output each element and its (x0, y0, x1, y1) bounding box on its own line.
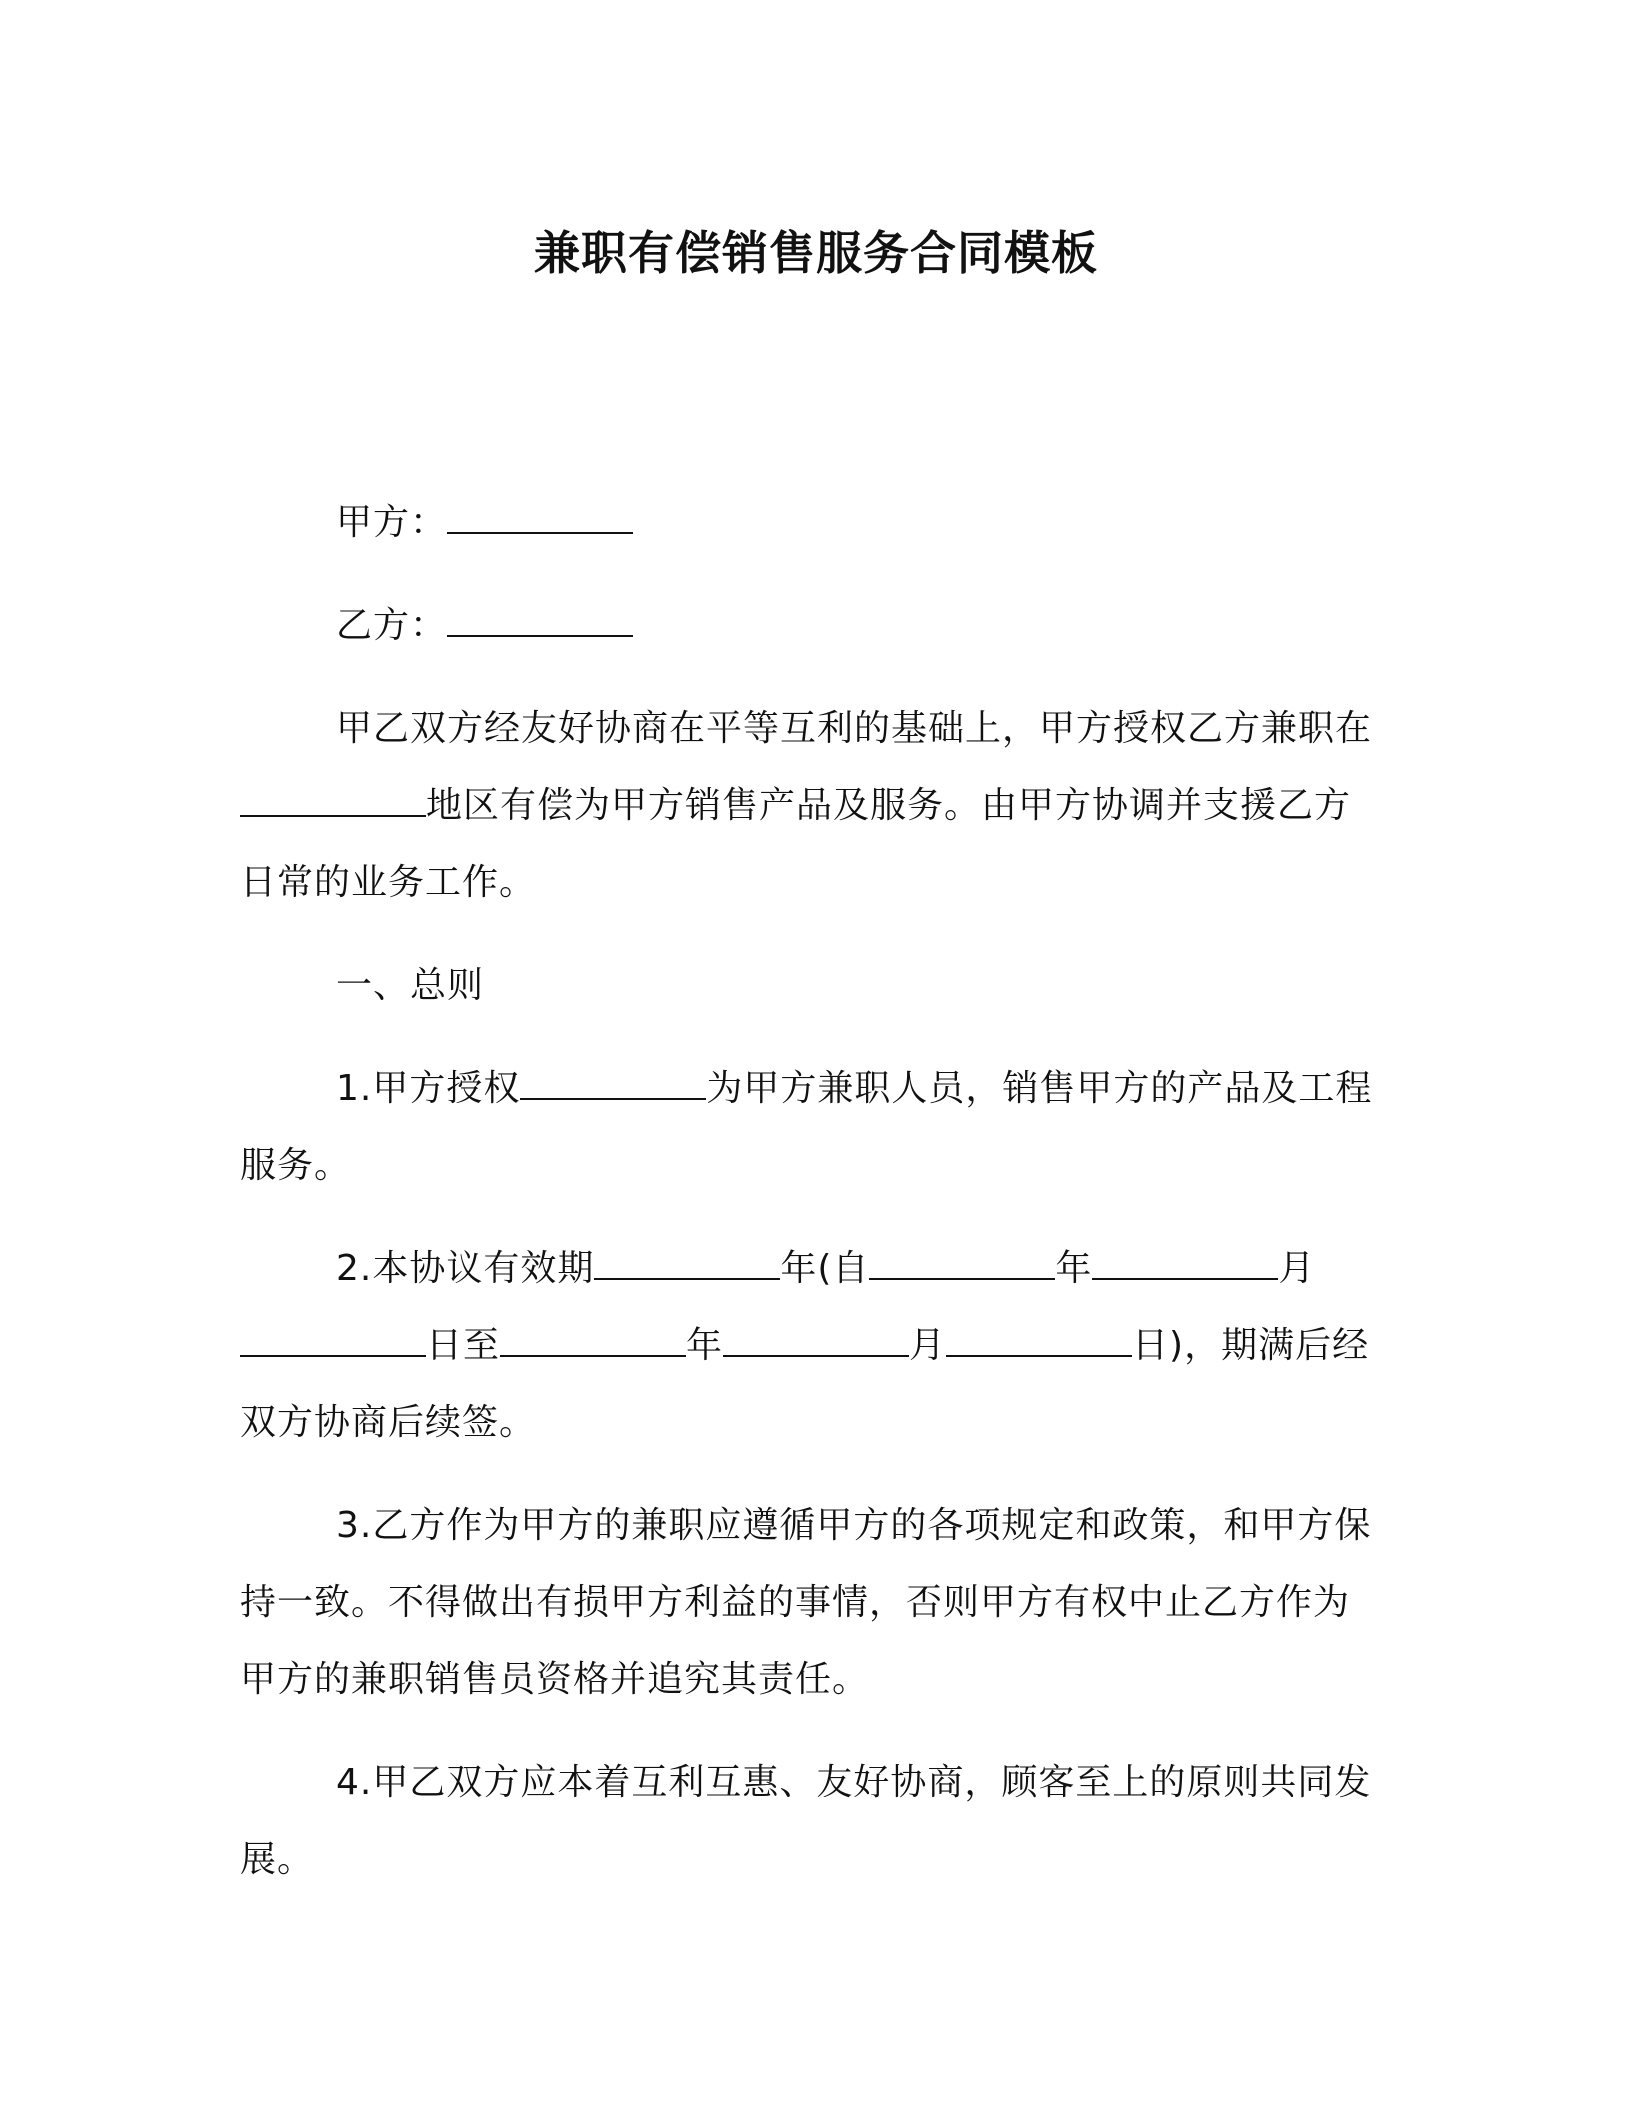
party-b-line (240, 587, 1380, 664)
document-title: 兼职有偿销售服务合同模板 (534, 226, 1098, 280)
party-a-label: 甲方： (336, 502, 448, 543)
clause-2-text-6: 年 (686, 1325, 724, 1366)
clause-4: 4.甲乙双方应本着互利互惠、友好协商，顾客至上的原则共同发展。 (240, 1762, 1372, 1880)
section-1-heading: 一、总则 (336, 965, 485, 1006)
clause-1-text-2: 为甲方兼职人员，销售甲方的产品及工程服务。 (240, 1068, 1373, 1186)
party-b-blank (447, 603, 633, 637)
clause-2-text-4: 月 (1278, 1248, 1316, 1289)
clause-2-text-8: 日)，期满后经双方协商后续签。 (240, 1325, 1370, 1443)
clause-2-text-1: 2.本协议有效期 (336, 1248, 595, 1289)
clause-2-text-7: 月 (909, 1325, 947, 1366)
intro-text-2: 地区有偿为甲方销售产品及服务。由甲方协调并支援乙方日常的业务工作。 (240, 785, 1352, 903)
party-a-line (240, 484, 1380, 561)
start-day-blank (240, 1323, 426, 1357)
intro-paragraph (240, 690, 1380, 921)
appointee-blank (520, 1066, 706, 1100)
region-blank (240, 783, 426, 817)
party-b-label: 乙方： (336, 605, 448, 646)
clause-1-text-1: 1.甲方授权 (336, 1068, 521, 1109)
intro-text-1: 甲乙双方经友好协商在平等互利的基础上，甲方授权乙方兼职在 (336, 708, 1373, 749)
end-month-blank (723, 1323, 909, 1357)
start-month-blank (1092, 1246, 1278, 1280)
document-body (240, 484, 1380, 1898)
clause-2-text-5: 日至 (426, 1325, 501, 1366)
clause-2-text-3: 年 (1055, 1248, 1093, 1289)
start-year-blank (869, 1246, 1055, 1280)
party-a-blank (447, 500, 633, 534)
clause-1 (240, 1050, 1380, 1204)
clause-2-text-2: 年(自 (780, 1248, 870, 1289)
clause-2 (240, 1230, 1380, 1461)
term-years-blank (594, 1246, 780, 1280)
clause-3: 3.乙方作为甲方的兼职应遵循甲方的各项规定和政策，和甲方保持一致。不得做出有损甲方利益的事情，否则甲方有权中止乙方作为甲方的兼职销售员资格并追究其责任。 (240, 1505, 1372, 1700)
end-year-blank (500, 1323, 686, 1357)
end-day-blank (946, 1323, 1132, 1357)
